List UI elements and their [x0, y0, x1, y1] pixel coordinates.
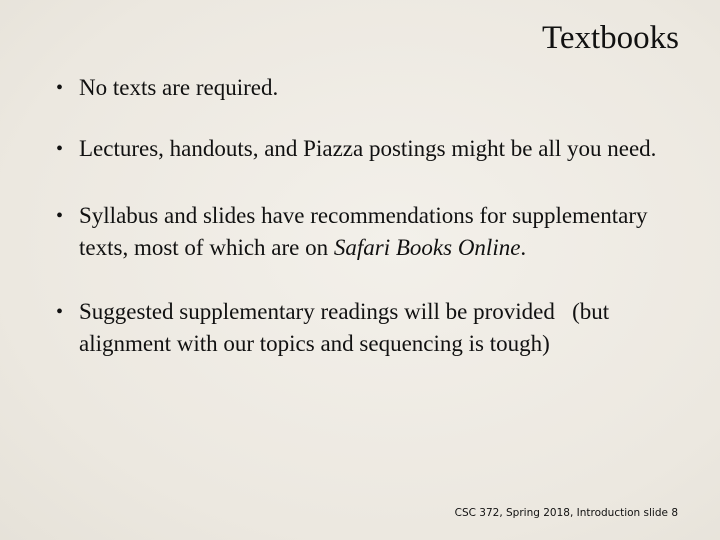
bullet-item	[56, 72, 686, 104]
bullet-marker: •	[56, 138, 64, 160]
bullet-list	[56, 72, 686, 360]
bullet-text-end: .	[520, 235, 527, 260]
slide-footer: CSC 372, Spring 2018, Introduction slide 8	[454, 507, 678, 519]
slide-title: Textbooks	[541, 20, 679, 56]
bullet-text: No texts are required.	[79, 75, 279, 100]
bullet-text: Suggested supplementary readings will be provided (but alignment with our topics and sequencing is tough)	[79, 299, 615, 356]
bullet-marker: •	[56, 77, 64, 99]
bullet-item	[56, 296, 686, 360]
bullet-text: Syllabus and slides have recommendations for supplementary texts, most of which are on	[79, 203, 648, 260]
bullet-marker: •	[56, 301, 64, 323]
bullet-item	[56, 133, 686, 165]
bullet-item	[56, 200, 686, 264]
bullet-marker: •	[56, 205, 64, 227]
bullet-text: Lectures, handouts, and Piazza postings might be all you need.	[79, 136, 657, 161]
bullet-emphasis: Safari Books Online	[333, 235, 521, 260]
